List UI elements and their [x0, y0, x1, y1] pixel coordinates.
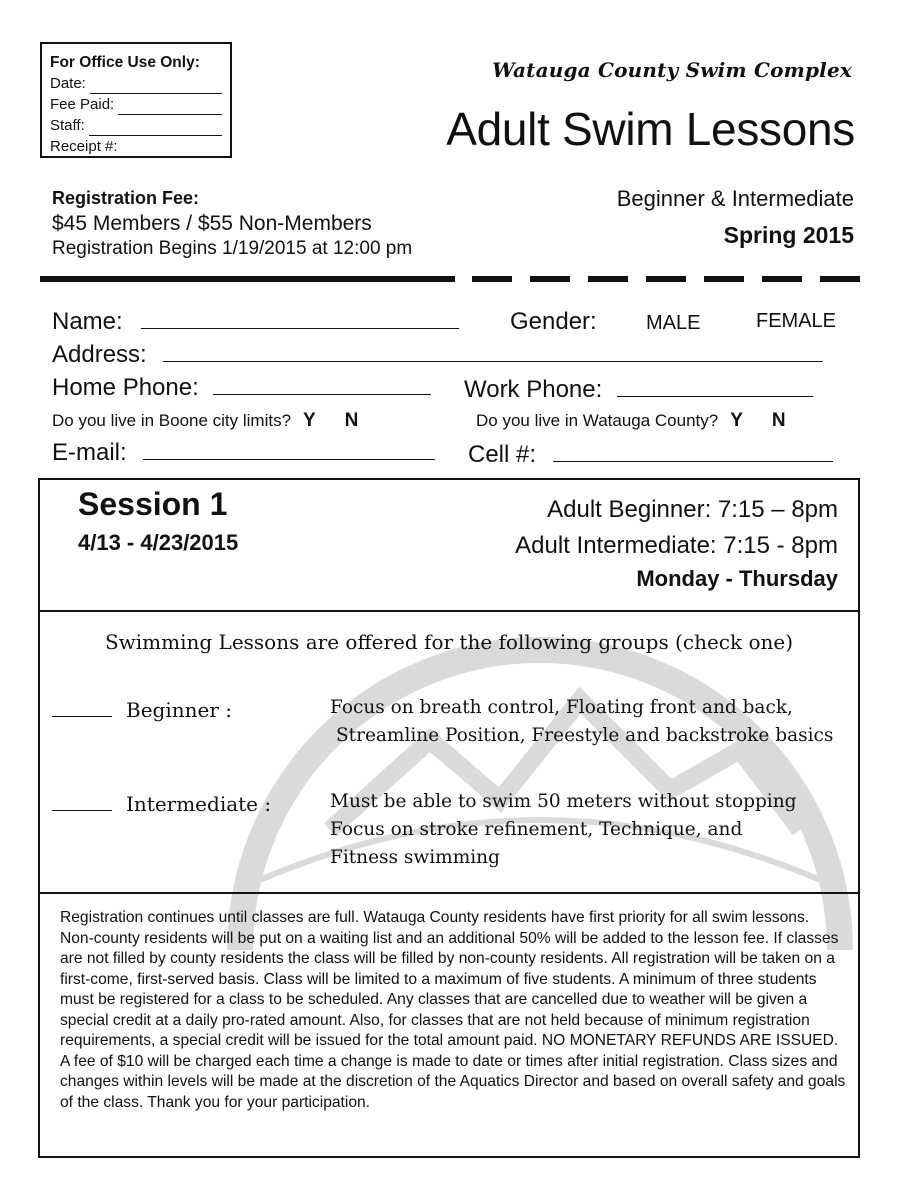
intermediate-option — [52, 792, 271, 816]
work-phone-label: Work Phone: — [464, 376, 603, 403]
session-separator — [40, 610, 858, 612]
cell-field — [468, 439, 833, 469]
email-input-line[interactable] — [143, 437, 435, 460]
header-divider — [40, 268, 860, 288]
work-phone-field — [464, 374, 813, 404]
office-staff-label: Staff: — [50, 117, 85, 134]
beginner-time: Adult Beginner: 7:15 – 8pm — [547, 496, 838, 523]
office-receipt-row — [50, 136, 222, 157]
work-phone-input-line[interactable] — [617, 374, 813, 397]
beginner-check-blank[interactable] — [52, 698, 112, 717]
season-text: Spring 2015 — [723, 222, 854, 248]
office-staff-row — [50, 115, 222, 136]
office-use-title: For Office Use Only: — [50, 54, 200, 71]
address-field — [52, 339, 823, 369]
gender-male-option[interactable]: MALE — [646, 312, 701, 334]
intermediate-description — [330, 788, 796, 872]
boone-yn-options[interactable]: Y N — [303, 410, 371, 431]
intermediate-desc-line-2: Focus on stroke refinement, Technique, and — [330, 819, 743, 840]
home-phone-field — [52, 372, 431, 402]
office-use-box — [40, 42, 232, 158]
gender-field — [510, 308, 597, 336]
intermediate-time: Adult Intermediate: 7:15 - 8pm — [515, 532, 838, 559]
boone-question — [52, 410, 370, 432]
fee-amounts: $45 Members / $55 Non-Members — [52, 212, 372, 235]
beginner-desc-line-2: Streamline Position, Freestyle and backstroke basics — [336, 725, 834, 746]
session-times — [515, 492, 838, 594]
office-date-label: Date: — [50, 75, 86, 92]
email-field — [52, 437, 435, 467]
registration-begins: Registration Begins 1/19/2015 at 12:00 pm — [52, 238, 413, 259]
home-phone-label: Home Phone: — [52, 374, 199, 401]
office-date-line[interactable] — [90, 78, 222, 94]
policy-separator — [40, 892, 858, 894]
watauga-question — [476, 410, 798, 432]
email-label: E-mail: — [52, 439, 127, 466]
session-box — [38, 478, 860, 1158]
home-phone-input-line[interactable] — [213, 372, 431, 395]
office-fee-line[interactable] — [118, 99, 222, 115]
groups-heading: Swimming Lessons are offered for the following groups (check one) — [104, 630, 794, 654]
address-input-line[interactable] — [163, 339, 823, 362]
name-input-line[interactable] — [141, 306, 459, 329]
beginner-label: Beginner : — [126, 698, 232, 722]
address-label: Address: — [52, 341, 147, 368]
session-dates: 4/13 - 4/23/2015 — [78, 530, 239, 555]
level-block — [617, 186, 854, 249]
session-title: Session 1 — [78, 486, 228, 522]
session-days: Monday - Thursday — [636, 566, 838, 591]
fee-heading: Registration Fee: — [52, 188, 200, 208]
intermediate-label: Intermediate : — [126, 792, 272, 816]
beginner-option — [52, 698, 232, 722]
watauga-yn-options[interactable]: Y N — [730, 410, 798, 431]
name-field — [52, 306, 459, 336]
watauga-question-label: Do you live in Watauga County? — [476, 411, 719, 430]
intermediate-desc-line-3: Fitness swimming — [330, 847, 500, 868]
page-title: Adult Swim Lessons — [446, 103, 855, 155]
office-fee-row — [50, 94, 222, 115]
office-staff-line[interactable] — [89, 120, 222, 136]
intermediate-desc-line-1: Must be able to swim 50 meters without stopping — [330, 791, 797, 812]
boone-question-label: Do you live in Boone city limits? — [52, 411, 292, 430]
beginner-description — [330, 694, 833, 750]
fee-block — [52, 186, 412, 261]
intermediate-check-blank[interactable] — [52, 792, 112, 811]
beginner-desc-line-1: Focus on breath control, Floating front and back, — [330, 697, 793, 718]
cell-input-line[interactable] — [553, 439, 833, 462]
office-receipt-label: Receipt #: — [50, 138, 118, 155]
office-fee-label: Fee Paid: — [50, 96, 115, 113]
gender-label: Gender: — [510, 308, 597, 335]
office-date-row — [50, 73, 222, 94]
cell-label: Cell #: — [468, 441, 537, 468]
policy-text: Registration continues until classes are full. Watauga County residents have first priority for all swim lessons. Non-county residents will be put on a waiting list and an additional 50% will be added to the lesson fee. If classes are not filled by county residents the class will be filled by non-county residents. All registration will be taken on a first-come, first-served basis. Class will be limited to a maximum of five students. A minimum of three students must be registered for a class to be scheduled. Any classes that are cancelled due to weather will be given a special credit at a daily pro-rated amount. Also, for classes that are not held because of minimum registration requirements, a special credit will be issued for the total amount paid. NO MONETARY REFUNDS ARE ISSUED. A fee of $10 will be charged each time a change is made to date or times after initial registration. Class sizes and changes within levels will be made at the discretion of the Aquatics Director and based on overall safety and goals of the class. Thank you for your participation. — [60, 909, 846, 1111]
office-receipt-line[interactable] — [122, 141, 222, 157]
levels-text: Beginner & Intermediate — [616, 186, 854, 211]
name-label: Name: — [52, 308, 123, 335]
gender-female-option[interactable]: FEMALE — [756, 310, 837, 332]
complex-name: Watauga County Swim Complex — [492, 58, 852, 82]
